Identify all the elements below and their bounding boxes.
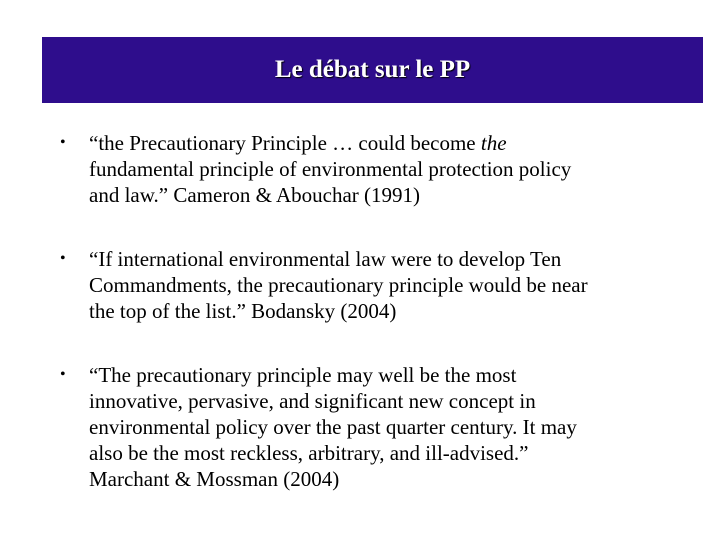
quote-item <box>60 246 680 324</box>
slide-title: Le débat sur le PP <box>274 55 471 83</box>
quote-line: also be the most reckless, arbitrary, and ill-advised.” <box>89 441 529 465</box>
quote-line: innovative, pervasive, and significant new concept in <box>89 389 536 413</box>
quote-item <box>60 362 680 492</box>
slide-title-bar <box>42 37 703 103</box>
bullet-icon: • <box>60 250 66 267</box>
quote-line: environmental policy over the past quarter century. It may <box>89 415 577 439</box>
quote-line: “If international environmental law were to develop Ten <box>89 247 562 271</box>
quote-line: and law.” Cameron & Abouchar (1991) <box>89 183 421 207</box>
quote-line: the top of the list.” Bodansky (2004) <box>89 299 397 323</box>
bullet-icon: • <box>60 366 66 383</box>
bullet-icon: • <box>60 134 66 151</box>
quote-item <box>60 130 680 208</box>
quote-line: “the Precautionary Principle … could become the <box>89 131 507 155</box>
quote-line: fundamental principle of environmental protection policy <box>89 157 572 181</box>
quote-line: Commandments, the precautionary principle would be near <box>89 273 588 297</box>
quote-line: Marchant & Mossman (2004) <box>89 467 340 491</box>
emphasis-text: the <box>480 131 507 155</box>
quote-list <box>60 130 680 492</box>
quote-line: “The precautionary principle may well be the most <box>89 363 517 387</box>
